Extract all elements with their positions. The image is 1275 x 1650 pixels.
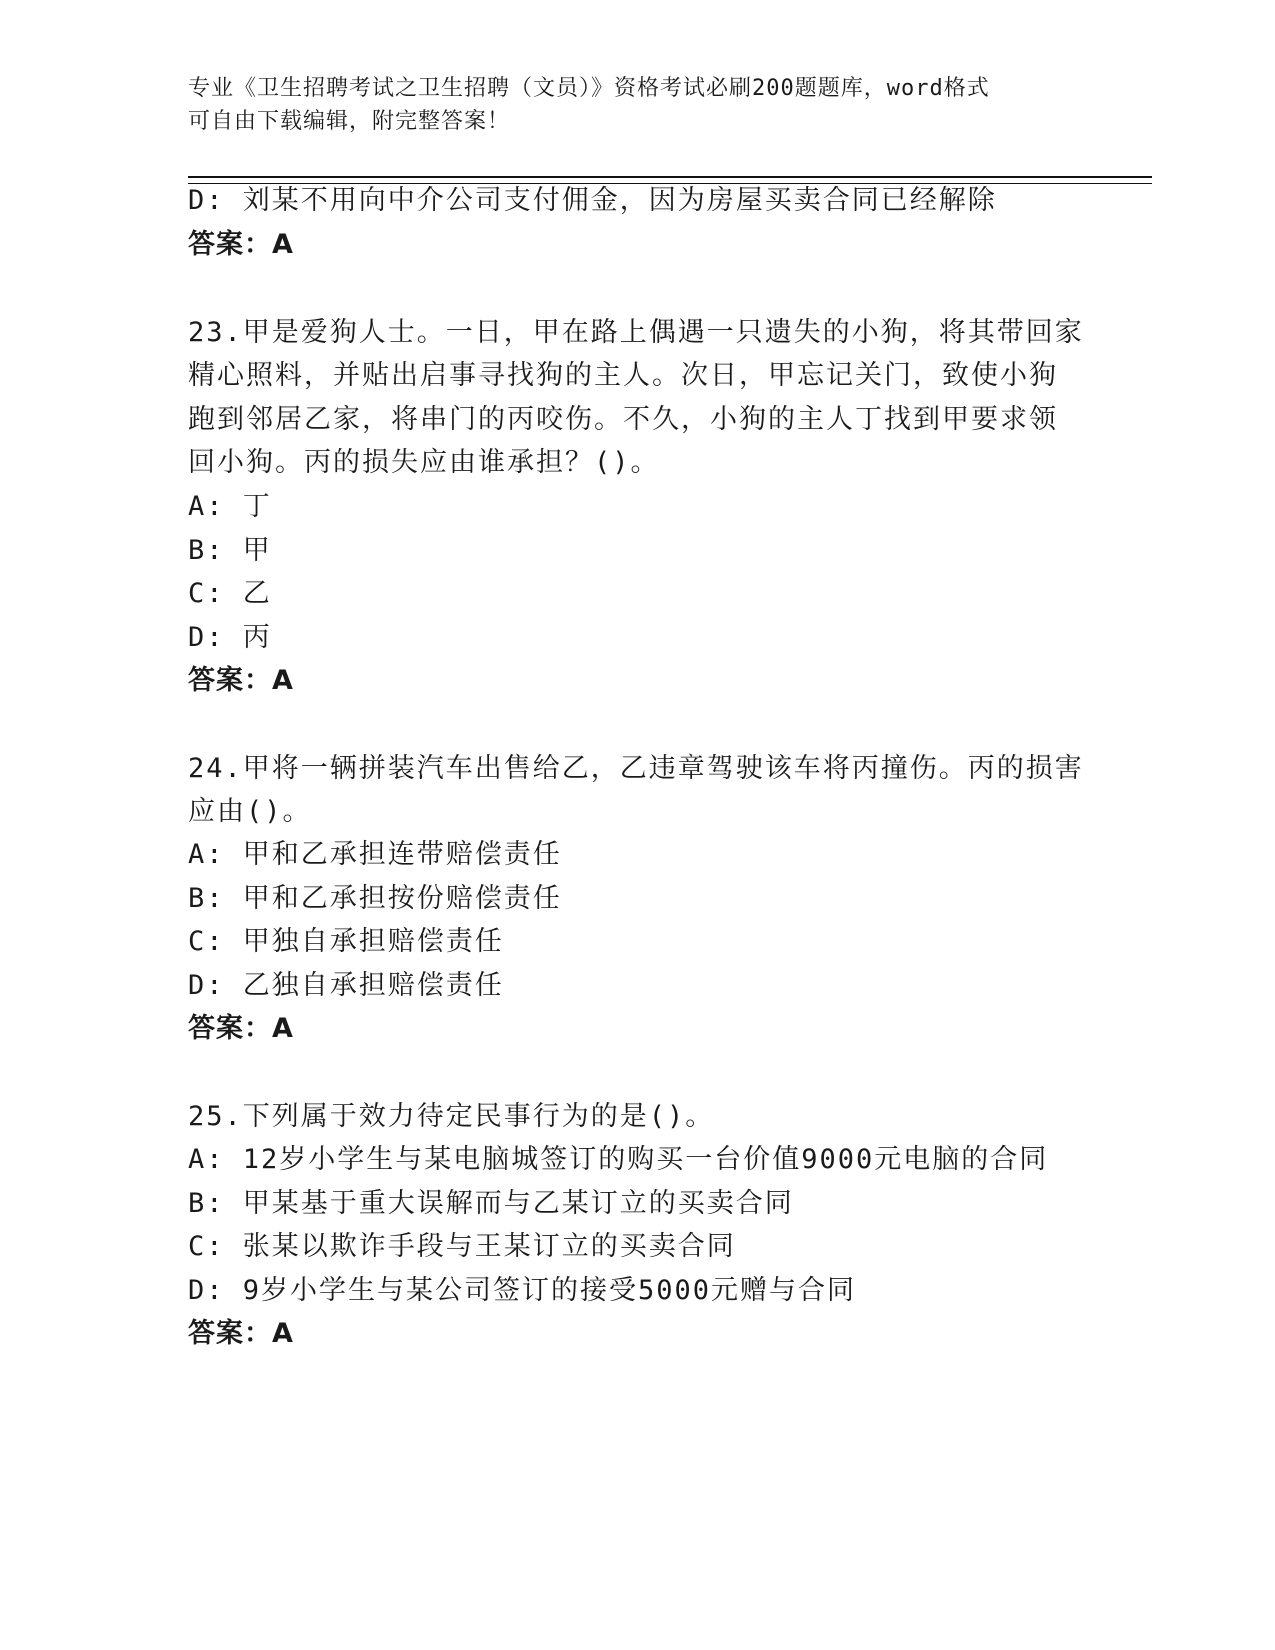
prev-option-d: D: 刘某不用向中介公司支付佣金，因为房屋买卖合同已经解除 <box>188 185 997 216</box>
q25-stem-line-1: 25.下列属于效力待定民事行为的是()。 <box>188 1101 715 1132</box>
header-title-line-2: 可自由下载编辑，附完整答案！ <box>188 109 511 134</box>
prev-answer: 答案：A <box>188 229 294 260</box>
q24-option-c: C: 甲独自承担赔偿责任 <box>188 926 504 957</box>
header-title-line-1: 专业《卫生招聘考试之卫生招聘（文员）》资格考试必刷200题题库，word格式 <box>188 76 990 101</box>
q23-option-b: B: 甲 <box>188 535 272 566</box>
q23-option-c: C: 乙 <box>188 578 272 609</box>
q24-option-a: A: 甲和乙承担连带赔偿责任 <box>188 839 562 870</box>
header-divider <box>188 176 1152 184</box>
q25-option-c: C: 张某以欺诈手段与王某订立的买卖合同 <box>188 1231 736 1262</box>
q23-option-d: D: 丙 <box>188 622 272 653</box>
q23-stem-line-1: 23.甲是爱狗人士。一日，甲在路上偶遇一只遗失的小狗，将其带回家 <box>188 317 1084 348</box>
q24-option-b: B: 甲和乙承担按份赔偿责任 <box>188 883 562 914</box>
q24-stem-line-2: 应由()。 <box>188 796 312 827</box>
q25-option-b: B: 甲某基于重大误解而与乙某订立的买卖合同 <box>188 1188 794 1219</box>
q25-answer: 答案：A <box>188 1318 294 1349</box>
q23-stem-line-4: 回小狗。丙的损失应由谁承担？()。 <box>188 447 660 478</box>
q24-stem-line-1: 24.甲将一辆拼装汽车出售给乙，乙违章驾驶该车将丙撞伤。丙的损害 <box>188 753 1084 784</box>
document-header <box>188 72 1088 138</box>
q23-option-a: A: 丁 <box>188 491 272 522</box>
q23-stem-line-2: 精心照料，并贴出启事寻找狗的主人。次日，甲忘记关门，致使小狗 <box>188 360 1058 391</box>
q25-option-a: A: 12岁小学生与某电脑城签订的购买一台价值9000元电脑的合同 <box>188 1144 1049 1175</box>
q23-stem-line-3: 跑到邻居乙家，将串门的丙咬伤。不久，小狗的主人丁找到甲要求领 <box>188 404 1058 435</box>
q24-answer: 答案：A <box>188 1013 294 1044</box>
q25-option-d: D: 9岁小学生与某公司签订的接受5000元赠与合同 <box>188 1275 857 1306</box>
q24-option-d: D: 乙独自承担赔偿责任 <box>188 970 504 1001</box>
q23-answer: 答案：A <box>188 665 294 696</box>
